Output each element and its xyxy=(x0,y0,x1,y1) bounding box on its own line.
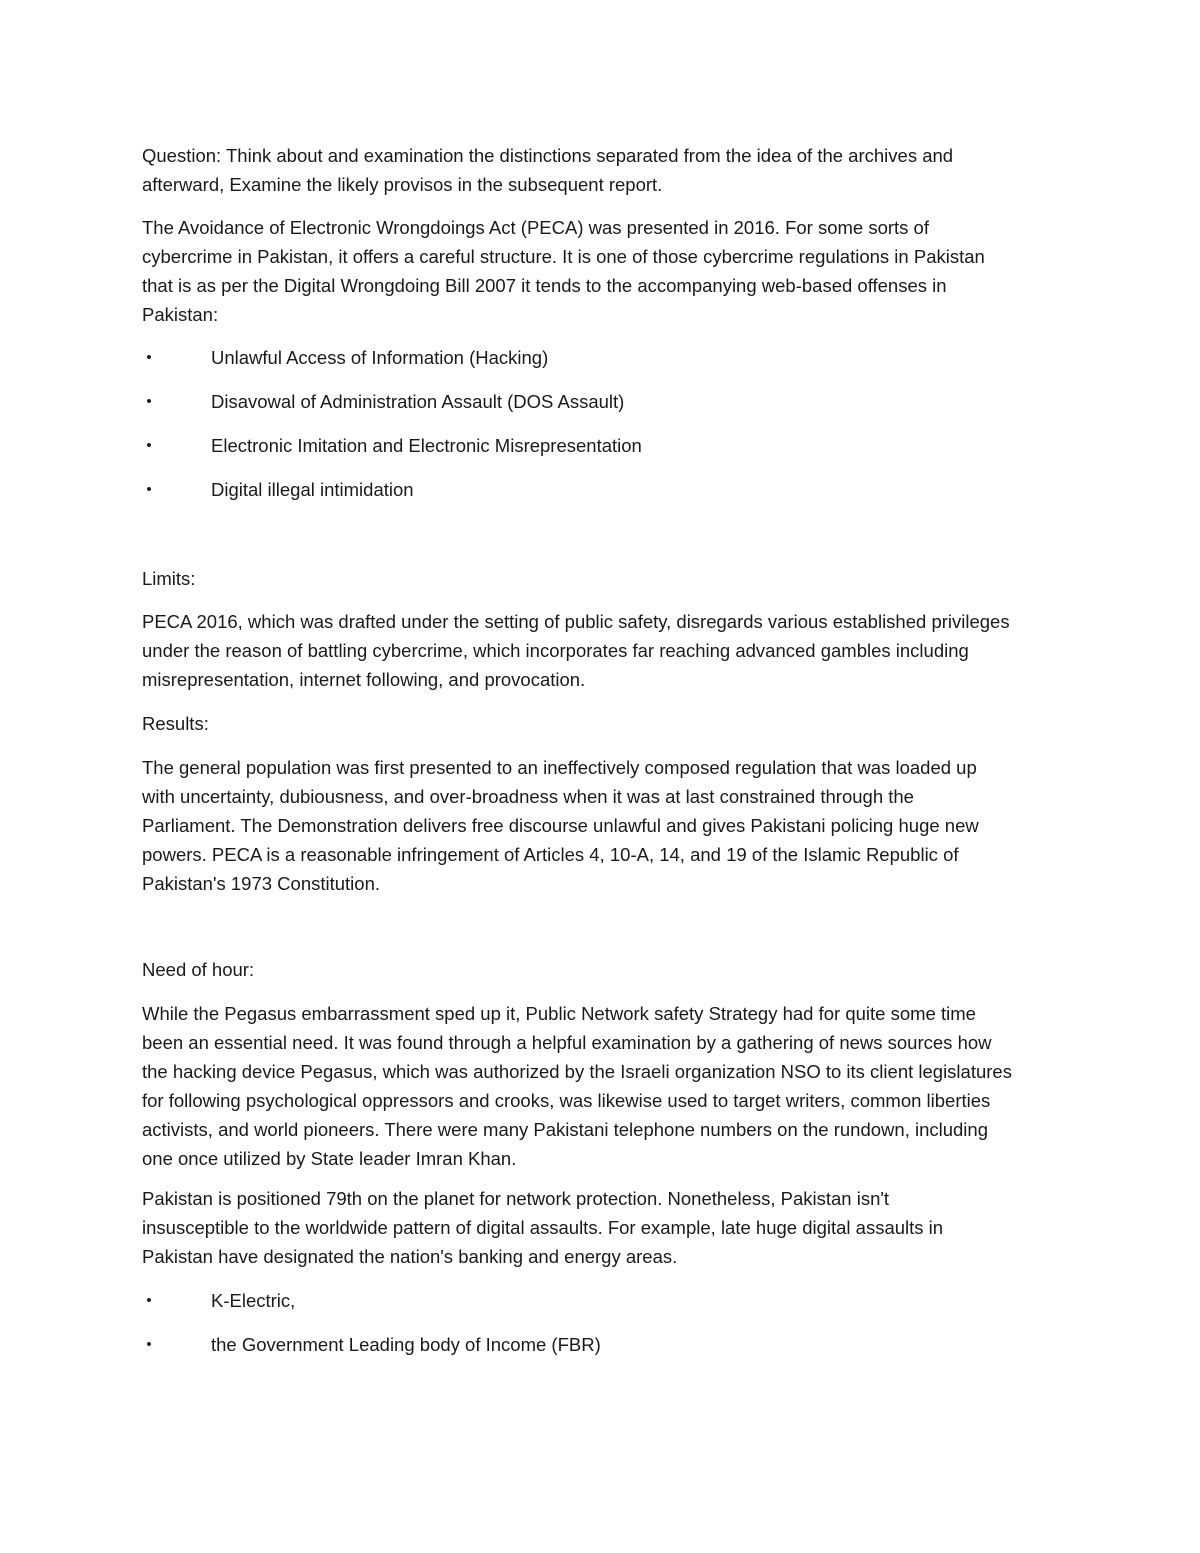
text-line: misrepresentation, internet following, and provocation. xyxy=(142,669,586,690)
text-line: cybercrime in Pakistan, it offers a careful structure. It is one of those cybercrime regulations in Pakistan xyxy=(142,246,985,267)
text-line: The general population was first presented to an ineffectively composed regulation that was loaded up xyxy=(142,757,977,778)
text-line: The Avoidance of Electronic Wrongdoings Act (PECA) was presented in 2016. For some sorts of xyxy=(142,217,929,238)
list-item xyxy=(142,343,1072,372)
need-heading: Need of hour: xyxy=(142,959,255,980)
list-item-text: Digital illegal intimidation xyxy=(211,479,414,500)
list-item xyxy=(142,1330,1072,1359)
limits-heading: Limits: xyxy=(142,568,196,589)
bullet-icon: • xyxy=(146,1336,152,1353)
text-line: for following psychological oppressors and crooks, was likewise used to target writers, common liberties xyxy=(142,1090,991,1111)
list-item xyxy=(142,1286,1072,1315)
bullet-icon: • xyxy=(146,437,152,454)
bullet-icon: • xyxy=(146,393,152,410)
text-line: Pakistan have designated the nation's banking and energy areas. xyxy=(142,1246,678,1267)
question-paragraph xyxy=(142,141,1072,199)
text-line: activists, and world pioneers. There were many Pakistani telephone numbers on the rundown, including xyxy=(142,1119,988,1140)
text-line: one once utilized by State leader Imran Khan. xyxy=(142,1148,517,1169)
limits-paragraph xyxy=(142,607,1072,694)
bullet-icon: • xyxy=(146,349,152,366)
results-paragraph xyxy=(142,753,1072,898)
intro-paragraph xyxy=(142,213,1072,329)
text-line: Question: Think about and examination the distinctions separated from the idea of the archives and xyxy=(142,145,954,166)
text-line: insusceptible to the worldwide pattern of digital assaults. For example, late huge digital assaults in xyxy=(142,1217,944,1238)
list-item-text: K-Electric, xyxy=(211,1290,296,1311)
bullet-icon: • xyxy=(146,481,152,498)
text-line: PECA 2016, which was drafted under the setting of public safety, disregards various established privileges xyxy=(142,611,1010,632)
text-line: Pakistan's 1973 Constitution. xyxy=(142,873,381,894)
text-line: While the Pegasus embarrassment sped up it, Public Network safety Strategy had for quite some time xyxy=(142,1003,976,1024)
list-item-text: Electronic Imitation and Electronic Misrepresentation xyxy=(211,435,642,456)
list-item xyxy=(142,387,1072,416)
text-line: Pakistan is positioned 79th on the planet for network protection. Nonetheless, Pakistan isn't xyxy=(142,1188,890,1209)
results-heading: Results: xyxy=(142,713,209,734)
text-line: under the reason of battling cybercrime, which incorporates far reaching advanced gambles including xyxy=(142,640,969,661)
text-line: been an essential need. It was found through a helpful examination by a gathering of news sources how xyxy=(142,1032,992,1053)
ranking-paragraph xyxy=(142,1184,1072,1271)
list-item-text: the Government Leading body of Income (FBR) xyxy=(211,1334,601,1355)
text-line: Parliament. The Demonstration delivers free discourse unlawful and gives Pakistani policing huge new xyxy=(142,815,979,836)
list-item-text: Unlawful Access of Information (Hacking) xyxy=(211,347,549,368)
need-paragraph xyxy=(142,999,1072,1173)
bullet-icon: • xyxy=(146,1292,152,1309)
text-line: Pakistan: xyxy=(142,304,219,325)
text-line: the hacking device Pegasus, which was authorized by the Israeli organization NSO to its client legislatures xyxy=(142,1061,1012,1082)
list-item-text: Disavowal of Administration Assault (DOS Assault) xyxy=(211,391,625,412)
text-line: afterward, Examine the likely provisos in the subsequent report. xyxy=(142,174,663,195)
list-item xyxy=(142,431,1072,460)
text-line: that is as per the Digital Wrongdoing Bill 2007 it tends to the accompanying web-based offenses in xyxy=(142,275,947,296)
text-line: powers. PECA is a reasonable infringement of Articles 4, 10-A, 14, and 19 of the Islamic Republic of xyxy=(142,844,959,865)
list-item xyxy=(142,475,1072,504)
text-line: with uncertainty, dubiousness, and over-broadness when it was at last constrained through the xyxy=(142,786,914,807)
